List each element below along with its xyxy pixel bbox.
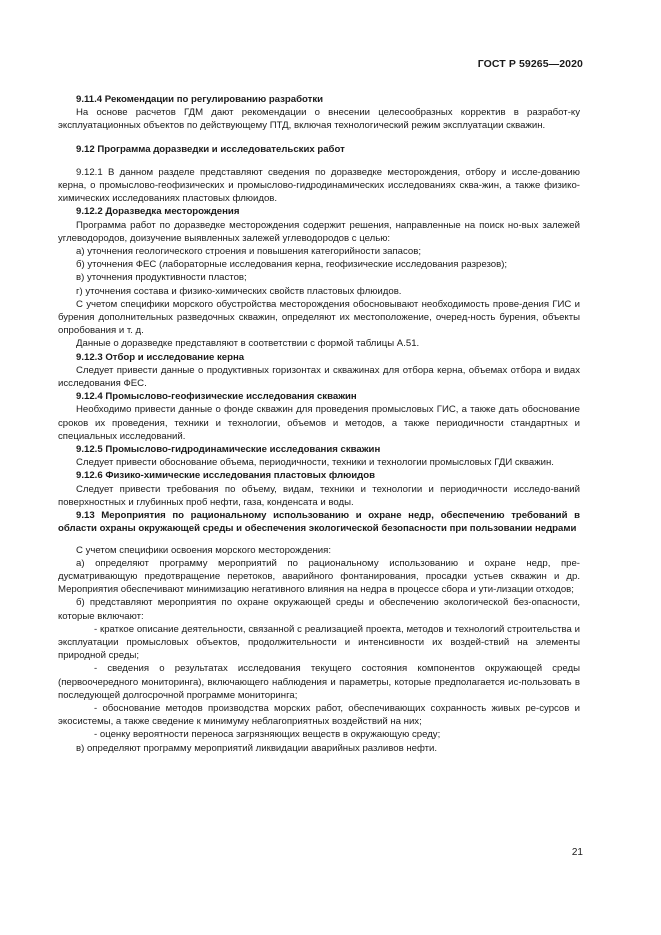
document-code: ГОСТ Р 59265—2020 [477, 58, 583, 70]
page-number: 21 [571, 847, 583, 858]
paragraph: Программа работ по доразведке месторождения содержит решения, направленные на поиск но-вых залежей углеводородов, доизучение выявленных залежей углеводородов с целью: [58, 219, 580, 244]
dash-item: - сведения о результатах исследования текущего состояния компонентов окружающей среды (первоочередного мониторинга), включающего наблюдения и параметры, которые предполагается ис-пользовать в последующей долгосрочной программе мониторинга; [58, 663, 580, 701]
paragraph: б) представляют мероприятия по охране окружающей среды и обеспечению экологической без-опасности, которые включают: [58, 597, 580, 622]
section-heading: 9.12.5 Промыслово-гидродинамические исследования скважин [76, 444, 381, 456]
list-item: б) уточнения ФЕС (лабораторные исследования керна, геофизические исследования разрезов); [76, 259, 508, 271]
paragraph: Следует привести данные о продуктивных горизонтах и скважинах для отбора керна, объемах отбора и видах исследования ФЕС. [58, 364, 580, 390]
paragraph: Данные о доразведке представляют в соответствии с формой таблицы А.51. [76, 338, 420, 350]
section-heading: 9.13 Мероприятия по рациональному использованию и охране недр, обеспечению требований в области охраны окружающей среды и обеспечения экологической безопасности при пользовании недрами [58, 510, 580, 535]
section-heading: 9.12.6 Физико-химические исследования пластовых флюидов [76, 470, 376, 482]
section-heading: 9.12.4 Промыслово-геофизические исследования скважин [76, 391, 357, 403]
dash-item: - обоснование методов производства морских работ, обеспечивающих сохранность живых ре-сурсов и экосистемы, а также сведение к минимуму неблагоприятных воздействий на них; [58, 702, 580, 728]
section-heading: 9.12.2 Доразведка месторождения [76, 206, 240, 218]
list-item: в) уточнения продуктивности пластов; [76, 272, 247, 284]
paragraph: Следует привести требования по объему, видам, техники и технологии и периодичности исследо-ваний поверхностных и глубинных проб нефти, газа, конденсата и воды. [58, 483, 580, 508]
section-heading: 9.12 Программа доразведки и исследовательских работ [76, 143, 345, 155]
dash-item: - оценку вероятности переноса загрязняющих веществ в окружающую среду; [94, 729, 441, 741]
dash-item: - краткое описание деятельности, связанной с реализацией проекта, методов и технологий строительства и эксплуатации промысловых объектов, продолжительности и интенсивности их воздей-ствий на элементы природной среды; [58, 623, 580, 662]
paragraph: а) определяют программу мероприятий по рациональному использованию и охране недр, пре-дусматривающую предотвращение перетоков, аварийного фонтанирования, просадки устьев скважин и др. Мероприятия обеспечивают минимизацию негативного влияния на недра в процессе сбора и ути-лизации отходов; [58, 557, 580, 596]
paragraph: На основе расчетов ГДМ дают рекомендации о внесении целесообразных корректив в разработ-ку эксплуатационных объектов по действующему ПТД, включая технологический режим эксплуатации скважин. [58, 107, 580, 132]
section-heading: 9.11.4 Рекомендации по регулированию разработки [76, 94, 324, 105]
document-body [58, 93, 580, 755]
paragraph: 9.12.1 В данном разделе представляют сведения по доразведке месторождения, отбору и иссле-дованию керна, о промыслово-геофизических и промыслово-гидродинамических исследованиях сква-жин, а также физико-химических исследованиях пластовых флюидов. [58, 166, 580, 205]
paragraph: Необходимо привести данные о фонде скважин для проведения промысловых ГИС, а также дать обоснование сроков их проведения, техники и технологии, объемов и методов, а также периодичности стандартных и специальных исследований. [58, 404, 580, 442]
list-item: г) уточнения состава и физико-химических свойств пластовых флюидов. [76, 285, 402, 297]
section-heading: 9.12.3 Отбор и исследование керна [76, 351, 245, 363]
list-item: в) определяют программу мероприятий ликвидации аварийных разливов нефти. [76, 742, 438, 754]
paragraph: Следует привести обоснование объема, периодичности, техники и технологии промысловых ГДИ скважин. [76, 457, 554, 469]
list-item: а) уточнения геологического строения и повышения категорийности запасов; [76, 246, 422, 258]
paragraph: С учетом специфики морского обустройства месторождения обосновывают необходимость прове-дения ГИС и бурения дополнительных разведочных скважин, определяют их местоположение, очеред-ность бурения, объекты опробования и т. д. [58, 298, 580, 337]
paragraph: С учетом специфики освоения морского месторождения: [76, 544, 332, 556]
